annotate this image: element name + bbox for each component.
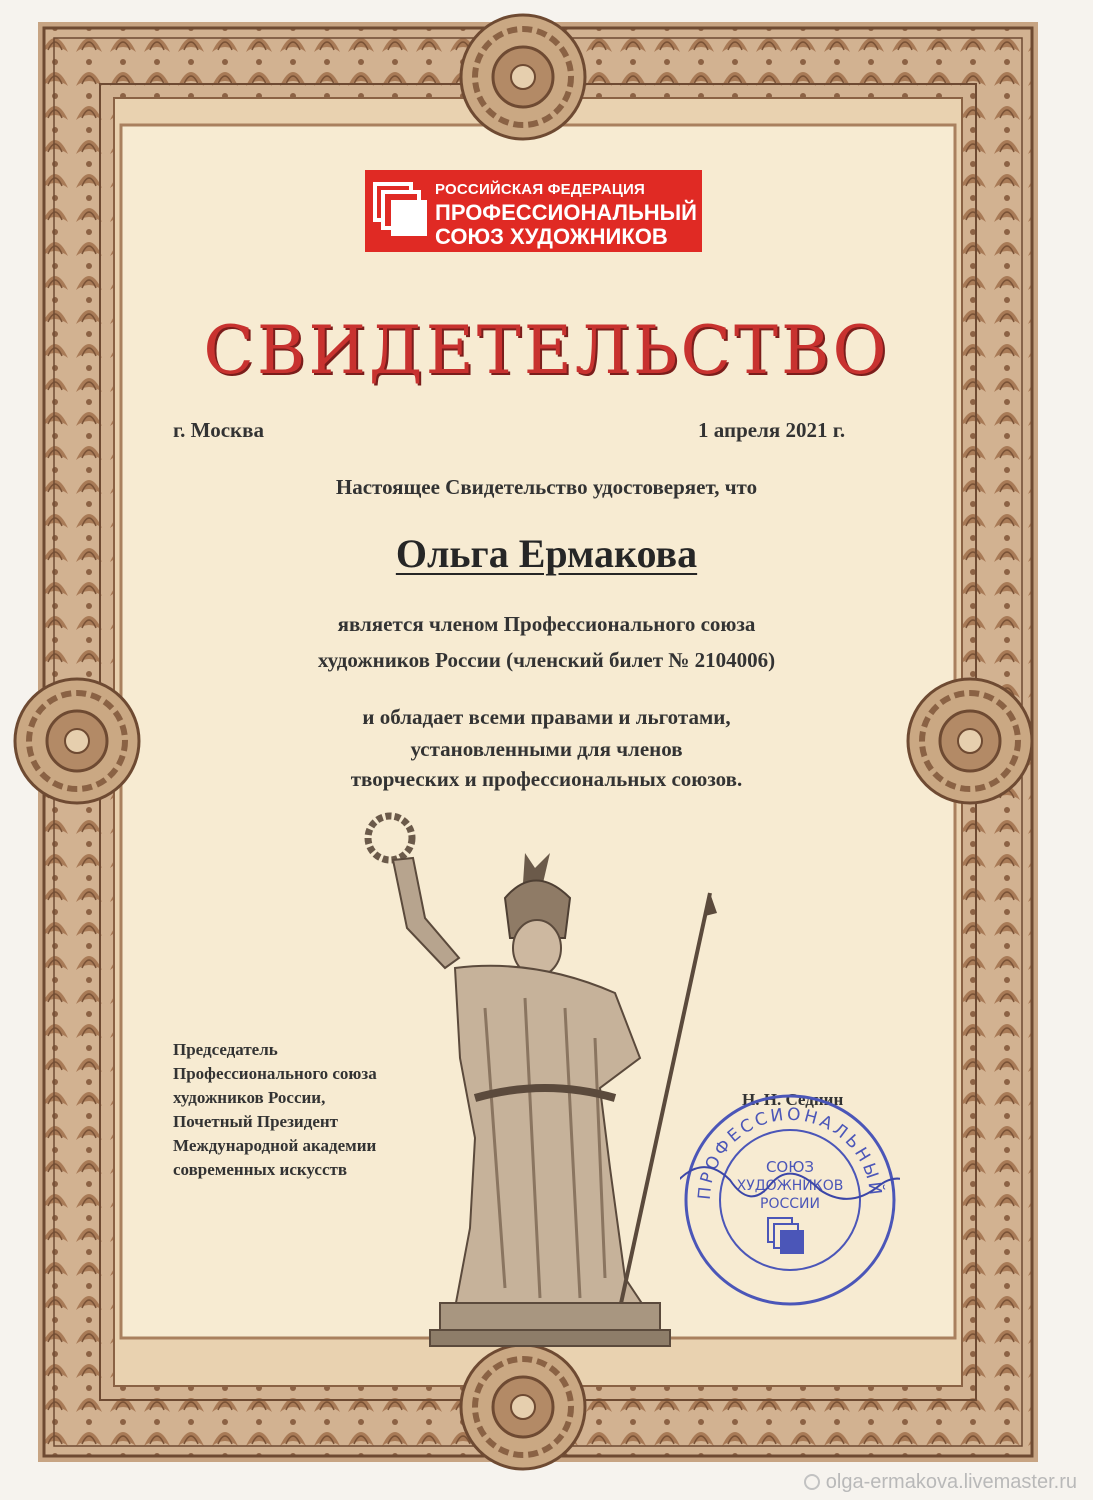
signer-name: Н. Н. Седнин [742, 1090, 844, 1109]
logo-line-professional: ПРОФЕССИОНАЛЬНЫЙ [435, 200, 697, 225]
signer-title-5: Международной академии [173, 1136, 377, 1155]
logo-line-country: РОССИЙСКАЯ ФЕДЕРАЦИЯ [435, 181, 646, 198]
recipient-name [0, 530, 1093, 577]
statue-illustration [355, 808, 720, 1348]
rights-line-2: установленными для членов [410, 737, 683, 761]
issue-date: 1 апреля 2021 г. [698, 418, 846, 442]
certificate-title: СВИДЕТЕЛЬСТВО [203, 312, 890, 389]
stamp-ring-text: ПРОФЕССИОНАЛЬНЫЙ [694, 1104, 886, 1201]
rights-line-1: и обладает всеми правами и льготами, [362, 705, 731, 729]
logo-line-union: СОЮЗ ХУДОЖНИКОВ [435, 224, 668, 249]
union-stamp [680, 1090, 900, 1310]
intro-text: Настоящее Свидетельство удостоверяет, что [335, 475, 758, 499]
recipient-name-text: Ольга Ермакова [395, 531, 698, 576]
rosette-bottom [458, 1342, 588, 1472]
place: г. Москва [173, 418, 264, 442]
signer-title-6: современных искусств [173, 1160, 348, 1179]
watermark [804, 1471, 1077, 1494]
signer-title-3: художников России, [173, 1088, 326, 1107]
signer-title-4: Почетный Президент [173, 1112, 339, 1131]
signer-title-2: Профессионального союза [173, 1064, 377, 1083]
membership-line-2: художников России (членский билет № 2104006) [317, 648, 776, 672]
watermark-text: olga-ermakova.livemaster.ru [825, 1471, 1077, 1493]
stamp-logo-icon [768, 1218, 804, 1254]
union-logo [365, 170, 702, 252]
rights-line-3: творческих и профессиональных союзов. [350, 767, 743, 791]
stamp-line-2: ХУДОЖНИКОВ [736, 1178, 844, 1194]
stamp-line-1: СОЮЗ [765, 1158, 815, 1176]
signer-title-1: Председатель [173, 1040, 278, 1059]
stacked-squares-icon [373, 182, 431, 240]
rosette-top [458, 12, 588, 142]
membership-line-1: является членом Профессионального союза [337, 612, 756, 636]
stamp-line-3: РОССИИ [760, 1196, 820, 1212]
livemaster-icon [804, 1474, 820, 1490]
